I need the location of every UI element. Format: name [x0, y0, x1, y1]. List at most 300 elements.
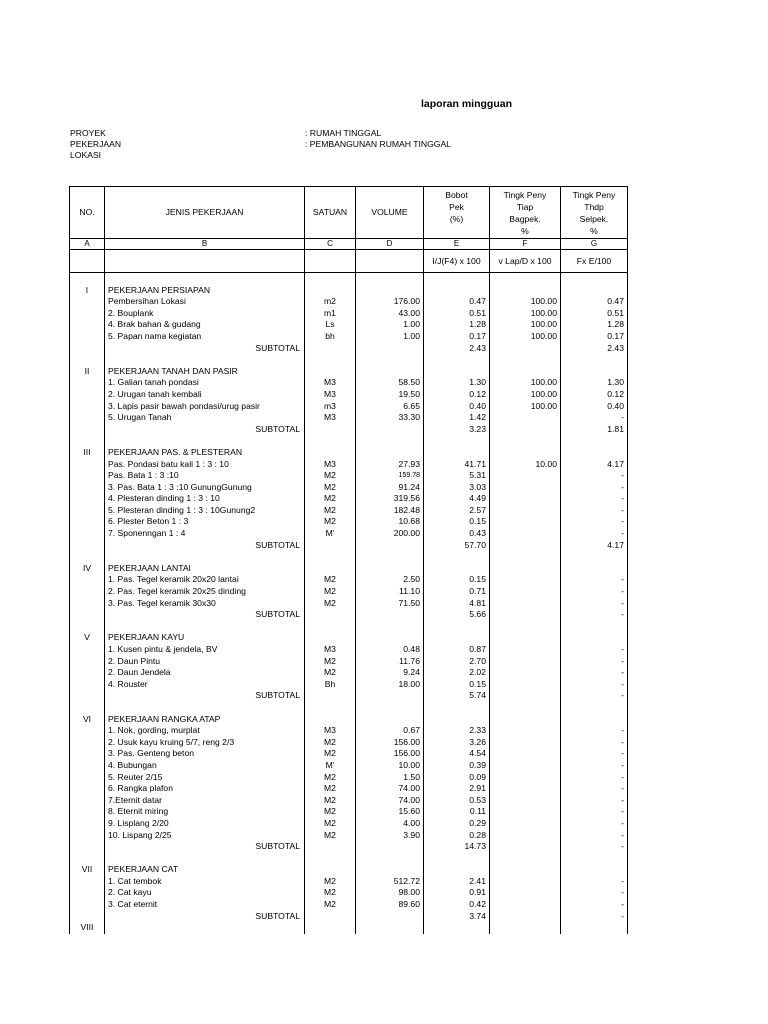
subtotal-row: [70, 424, 628, 436]
table-row: [70, 470, 628, 482]
empty-cell: [305, 343, 356, 355]
empty-cell: [490, 551, 561, 563]
item-progress-selpek: -: [561, 737, 628, 749]
empty-cell: [561, 285, 628, 297]
table-row: [70, 876, 628, 888]
empty-cell: [356, 273, 424, 285]
item-bobot: 0.53: [424, 795, 490, 807]
item-bobot: 0.40: [424, 401, 490, 413]
item-progress-selpek: 1.30: [561, 377, 628, 389]
item-progress-tiap: [490, 737, 561, 749]
empty-cell: [70, 331, 105, 343]
empty-cell: [356, 447, 424, 459]
spacer-row: [70, 853, 628, 865]
subtotal-progress-selpek: -: [561, 690, 628, 702]
formula-cell: [356, 250, 424, 273]
page-title: laporan mingguan: [420, 98, 512, 110]
item-name: 2. Pas. Tegel keramik 20x25 dinding: [105, 586, 305, 598]
item-unit: M3: [305, 377, 356, 389]
formula-cell: v Lap/D x 100: [490, 250, 561, 273]
item-name: 6. Plester Beton 1 : 3: [105, 516, 305, 528]
table-row: [70, 528, 628, 540]
item-name: 2. Bouplank: [105, 308, 305, 320]
empty-cell: [424, 354, 490, 366]
subtotal-label: SUBTOTAL: [105, 690, 305, 702]
item-unit: M2: [305, 586, 356, 598]
empty-cell: [105, 922, 305, 934]
empty-cell: [70, 343, 105, 355]
item-volume: 33.30: [356, 412, 424, 424]
empty-cell: [490, 702, 561, 714]
item-unit: M2: [305, 899, 356, 911]
empty-cell: [356, 714, 424, 726]
item-bobot: 0.15: [424, 516, 490, 528]
empty-cell: [561, 435, 628, 447]
item-progress-selpek: -: [561, 412, 628, 424]
formula-cell: [305, 250, 356, 273]
header-line: Thdp: [584, 201, 604, 212]
formula-cell: I/J(F4) x 100: [424, 250, 490, 273]
meta-key: PEKERJAAN: [70, 139, 122, 149]
item-progress-selpek: -: [561, 748, 628, 760]
empty-cell: [105, 702, 305, 714]
empty-cell: [356, 285, 424, 297]
item-unit: M2: [305, 737, 356, 749]
header-line: (%): [449, 213, 464, 224]
empty-cell: [424, 285, 490, 297]
item-volume: 18.00: [356, 679, 424, 691]
item-bobot: 0.12: [424, 389, 490, 401]
empty-cell: [305, 864, 356, 876]
section-number: VI: [70, 714, 105, 726]
item-volume: 0.67: [356, 725, 424, 737]
table-row: [70, 679, 628, 691]
empty-cell: [70, 296, 105, 308]
empty-cell: [105, 354, 305, 366]
empty-cell: [356, 563, 424, 575]
empty-cell: [70, 412, 105, 424]
progress-table: [69, 186, 628, 934]
table-row: [70, 331, 628, 343]
empty-cell: [70, 830, 105, 842]
empty-cell: [561, 702, 628, 714]
empty-cell: [70, 899, 105, 911]
item-volume: 11.10: [356, 586, 424, 598]
item-name: 5. Reuter 2/15: [105, 772, 305, 784]
section-header-row: [70, 447, 628, 459]
item-name: 2. Cat kayu: [105, 887, 305, 899]
empty-cell: [70, 470, 105, 482]
item-progress-tiap: [490, 748, 561, 760]
empty-cell: [424, 551, 490, 563]
item-volume: 2.50: [356, 574, 424, 586]
item-progress-tiap: 100.00: [490, 331, 561, 343]
empty-cell: [305, 702, 356, 714]
item-bobot: 4.81: [424, 598, 490, 610]
empty-cell: [356, 424, 424, 436]
item-progress-selpek: 0.47: [561, 296, 628, 308]
item-progress-selpek: -: [561, 586, 628, 598]
item-progress-tiap: 100.00: [490, 308, 561, 320]
subtotal-bobot: 14.73: [424, 841, 490, 853]
item-volume: 1.50: [356, 772, 424, 784]
empty-cell: [70, 319, 105, 331]
item-unit: m2: [305, 296, 356, 308]
table-row: [70, 493, 628, 505]
item-progress-tiap: [490, 644, 561, 656]
item-name: 4. Plesteran dinding 1 : 3 : 10: [105, 493, 305, 505]
empty-cell: [70, 702, 105, 714]
subtotal-progress-tiap: [490, 690, 561, 702]
section-header-row: [70, 922, 628, 934]
item-progress-tiap: [490, 482, 561, 494]
letter-cell: B: [105, 239, 305, 250]
empty-cell: [70, 841, 105, 853]
empty-cell: [70, 853, 105, 865]
item-unit: Ls: [305, 319, 356, 331]
item-progress-tiap: 100.00: [490, 401, 561, 413]
empty-cell: [305, 563, 356, 575]
empty-cell: [305, 366, 356, 378]
empty-cell: [70, 760, 105, 772]
item-progress-selpek: -: [561, 482, 628, 494]
item-progress-selpek: -: [561, 830, 628, 842]
item-name: 3. Lapis pasir bawah pondasi/urug pasir: [105, 401, 305, 413]
item-bobot: 0.51: [424, 308, 490, 320]
meta-key: PROYEK: [70, 128, 106, 138]
item-volume: 200.00: [356, 528, 424, 540]
empty-cell: [305, 354, 356, 366]
item-name: 8. Eternit miring: [105, 806, 305, 818]
empty-cell: [70, 354, 105, 366]
table-row: [70, 459, 628, 471]
empty-cell: [490, 922, 561, 934]
empty-cell: [424, 447, 490, 459]
item-progress-selpek: -: [561, 876, 628, 888]
empty-cell: [70, 574, 105, 586]
table-row: [70, 737, 628, 749]
empty-cell: [70, 516, 105, 528]
item-bobot: 4.49: [424, 493, 490, 505]
item-volume: 43.00: [356, 308, 424, 320]
subtotal-progress-tiap: [490, 911, 561, 923]
item-progress-selpek: -: [561, 493, 628, 505]
item-progress-selpek: -: [561, 516, 628, 528]
item-bobot: 2.57: [424, 505, 490, 517]
section-header-row: [70, 285, 628, 297]
subtotal-progress-selpek: 1.81: [561, 424, 628, 436]
empty-cell: [70, 609, 105, 621]
empty-cell: [356, 841, 424, 853]
empty-cell: [70, 644, 105, 656]
subtotal-row: [70, 609, 628, 621]
empty-cell: [490, 853, 561, 865]
item-unit: Bh: [305, 679, 356, 691]
empty-cell: [561, 366, 628, 378]
item-progress-selpek: -: [561, 806, 628, 818]
item-progress-tiap: [490, 516, 561, 528]
empty-cell: [305, 853, 356, 865]
item-name: 7.Eternit datar: [105, 795, 305, 807]
empty-cell: [424, 922, 490, 934]
table-row: [70, 899, 628, 911]
item-progress-tiap: 100.00: [490, 319, 561, 331]
table-row: [70, 818, 628, 830]
item-progress-tiap: [490, 876, 561, 888]
item-progress-selpek: -: [561, 725, 628, 737]
empty-cell: [561, 621, 628, 633]
item-progress-selpek: -: [561, 795, 628, 807]
subtotal-bobot: 2.43: [424, 343, 490, 355]
item-progress-selpek: -: [561, 574, 628, 586]
empty-cell: [490, 632, 561, 644]
item-name: 6. Rangka plafon: [105, 783, 305, 795]
empty-cell: [490, 366, 561, 378]
item-progress-selpek: -: [561, 887, 628, 899]
header-satuan: SATUAN: [305, 187, 356, 239]
table-row: [70, 783, 628, 795]
item-volume: 10.68: [356, 516, 424, 528]
item-name: Pas. Bata 1 : 3 :10: [105, 470, 305, 482]
item-bobot: 0.47: [424, 296, 490, 308]
item-progress-tiap: [490, 528, 561, 540]
item-name: 2. Urugan tanah kembali: [105, 389, 305, 401]
item-bobot: 2.70: [424, 656, 490, 668]
item-volume: 27.93: [356, 459, 424, 471]
empty-cell: [70, 690, 105, 702]
item-name: 4. Brak bahan & gudang: [105, 319, 305, 331]
section-name: PEKERJAAN PAS. & PLESTERAN: [105, 447, 305, 459]
item-name: 10. Lispang 2/25: [105, 830, 305, 842]
header-row: [70, 187, 628, 239]
item-bobot: 0.71: [424, 586, 490, 598]
item-progress-tiap: [490, 899, 561, 911]
subtotal-progress-tiap: [490, 343, 561, 355]
empty-cell: [70, 887, 105, 899]
empty-cell: [424, 864, 490, 876]
item-unit: bh: [305, 331, 356, 343]
header-line: Tingk Peny: [503, 189, 547, 200]
section-number: III: [70, 447, 105, 459]
subtotal-label: SUBTOTAL: [105, 911, 305, 923]
item-progress-selpek: -: [561, 899, 628, 911]
item-bobot: 2.91: [424, 783, 490, 795]
item-bobot: 1.42: [424, 412, 490, 424]
empty-cell: [490, 354, 561, 366]
empty-cell: [305, 632, 356, 644]
empty-cell: [70, 621, 105, 633]
empty-cell: [70, 493, 105, 505]
item-name: 1. Galian tanah pondasi: [105, 377, 305, 389]
empty-cell: [356, 864, 424, 876]
empty-cell: [105, 621, 305, 633]
empty-cell: [356, 551, 424, 563]
subtotal-bobot: 3.23: [424, 424, 490, 436]
table-row: [70, 760, 628, 772]
subtotal-progress-tiap: [490, 424, 561, 436]
section-name: PEKERJAAN KAYU: [105, 632, 305, 644]
empty-cell: [356, 621, 424, 633]
item-progress-tiap: [490, 667, 561, 679]
meta-key: LOKASI: [70, 150, 102, 160]
empty-cell: [70, 482, 105, 494]
section-header-row: [70, 366, 628, 378]
item-unit: M2: [305, 876, 356, 888]
empty-cell: [305, 551, 356, 563]
item-volume: 91.24: [356, 482, 424, 494]
item-unit: M3: [305, 459, 356, 471]
meta-value: : RUMAH TINGGAL: [305, 128, 382, 138]
empty-cell: [305, 424, 356, 436]
item-progress-tiap: [490, 830, 561, 842]
section-number: V: [70, 632, 105, 644]
empty-cell: [70, 725, 105, 737]
item-name: 5. Papan nama kegiatan: [105, 331, 305, 343]
item-name: 3. Pas. Genteng beton: [105, 748, 305, 760]
empty-cell: [70, 435, 105, 447]
item-name: 1. Nok, gording, murplat: [105, 725, 305, 737]
item-bobot: 0.17: [424, 331, 490, 343]
item-bobot: 4.54: [424, 748, 490, 760]
subtotal-label: SUBTOTAL: [105, 609, 305, 621]
table-row: [70, 725, 628, 737]
item-progress-selpek: 0.12: [561, 389, 628, 401]
empty-cell: [490, 435, 561, 447]
subtotal-label: SUBTOTAL: [105, 841, 305, 853]
item-progress-tiap: 100.00: [490, 377, 561, 389]
item-progress-selpek: -: [561, 783, 628, 795]
item-unit: M3: [305, 412, 356, 424]
item-volume: 319.56: [356, 493, 424, 505]
item-bobot: 0.09: [424, 772, 490, 784]
subtotal-bobot: 5.74: [424, 690, 490, 702]
empty-cell: [305, 447, 356, 459]
header-line: Tiap: [516, 201, 534, 212]
item-volume: 182.48: [356, 505, 424, 517]
item-name: 1. Cat tembok: [105, 876, 305, 888]
empty-cell: [356, 354, 424, 366]
item-progress-tiap: [490, 795, 561, 807]
item-volume: 176.00: [356, 296, 424, 308]
empty-cell: [424, 563, 490, 575]
table-row: [70, 586, 628, 598]
item-unit: M': [305, 760, 356, 772]
subtotal-row: [70, 690, 628, 702]
empty-cell: [70, 818, 105, 830]
item-progress-tiap: [490, 783, 561, 795]
empty-cell: [70, 772, 105, 784]
empty-cell: [424, 621, 490, 633]
empty-cell: [305, 922, 356, 934]
header-line: %: [521, 225, 529, 236]
item-bobot: 0.91: [424, 887, 490, 899]
empty-cell: [70, 528, 105, 540]
empty-cell: [105, 273, 305, 285]
item-unit: M2: [305, 783, 356, 795]
section-number: VIII: [70, 922, 105, 934]
item-progress-selpek: -: [561, 679, 628, 691]
header-volume: VOLUME: [356, 187, 424, 239]
item-unit: M2: [305, 516, 356, 528]
item-volume: 156.00: [356, 737, 424, 749]
spacer-row: [70, 435, 628, 447]
table-row: [70, 830, 628, 842]
item-progress-tiap: [490, 586, 561, 598]
letter-cell: F: [490, 239, 561, 250]
header-line: Selpek.: [579, 213, 609, 224]
item-progress-selpek: -: [561, 772, 628, 784]
item-unit: M2: [305, 470, 356, 482]
letter-row: [70, 239, 628, 250]
formula-cell: [105, 250, 305, 273]
formula-cell: Fx E/100: [561, 250, 628, 273]
subtotal-row: [70, 343, 628, 355]
item-progress-selpek: 1.28: [561, 319, 628, 331]
item-unit: M3: [305, 644, 356, 656]
empty-cell: [356, 435, 424, 447]
letter-cell: D: [356, 239, 424, 250]
spacer-row: [70, 273, 628, 285]
subtotal-progress-tiap: [490, 609, 561, 621]
header-tingk-tiap: [490, 187, 561, 239]
empty-cell: [424, 702, 490, 714]
item-progress-tiap: [490, 772, 561, 784]
subtotal-bobot: 3.74: [424, 911, 490, 923]
item-progress-tiap: [490, 679, 561, 691]
empty-cell: [70, 748, 105, 760]
subtotal-progress-selpek: 4.17: [561, 540, 628, 552]
item-bobot: 0.87: [424, 644, 490, 656]
item-unit: M': [305, 528, 356, 540]
item-progress-tiap: [490, 887, 561, 899]
item-volume: 6.65: [356, 401, 424, 413]
section-number: II: [70, 366, 105, 378]
empty-cell: [70, 783, 105, 795]
subtotal-label: SUBTOTAL: [105, 540, 305, 552]
meta-value: : PEMBANGUNAN RUMAH TINGGAL: [305, 139, 451, 149]
table-row: [70, 482, 628, 494]
item-bobot: 0.15: [424, 679, 490, 691]
item-bobot: 0.29: [424, 818, 490, 830]
item-unit: M2: [305, 493, 356, 505]
item-bobot: 5.31: [424, 470, 490, 482]
item-progress-selpek: 0.17: [561, 331, 628, 343]
empty-cell: [561, 864, 628, 876]
header-tingk-selpek: [561, 187, 628, 239]
item-volume: 15.60: [356, 806, 424, 818]
empty-cell: [424, 435, 490, 447]
subtotal-label: SUBTOTAL: [105, 343, 305, 355]
letter-cell: C: [305, 239, 356, 250]
spacer-row: [70, 702, 628, 714]
item-bobot: 3.03: [424, 482, 490, 494]
item-unit: M2: [305, 818, 356, 830]
header-line: Pek: [449, 201, 464, 212]
item-name: 3. Pas. Tegel keramik 30x30: [105, 598, 305, 610]
item-name: 5. Urugan Tanah: [105, 412, 305, 424]
empty-cell: [305, 841, 356, 853]
item-volume: 89.60: [356, 899, 424, 911]
item-progress-selpek: -: [561, 598, 628, 610]
empty-cell: [70, 505, 105, 517]
item-progress-selpek: -: [561, 505, 628, 517]
empty-cell: [490, 864, 561, 876]
empty-cell: [70, 308, 105, 320]
item-unit: M3: [305, 389, 356, 401]
item-name: 5. Plesteran dinding 1 : 3 : 10Gunung2: [105, 505, 305, 517]
empty-cell: [70, 806, 105, 818]
item-progress-selpek: 0.40: [561, 401, 628, 413]
